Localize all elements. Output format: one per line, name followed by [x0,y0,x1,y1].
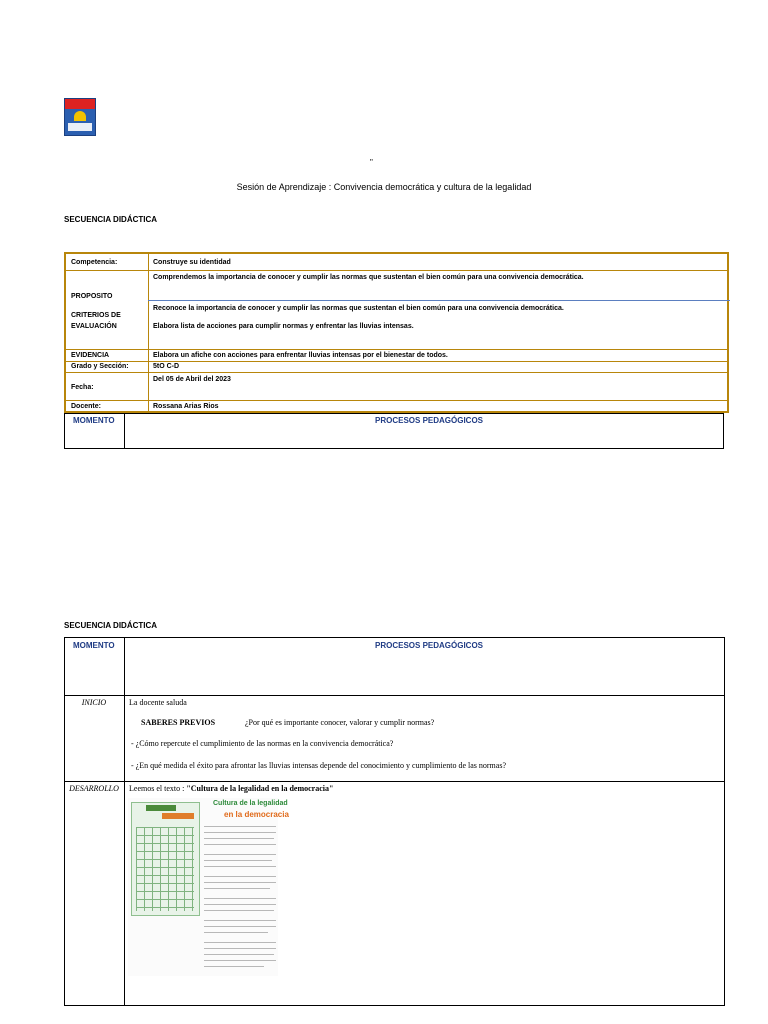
grado-value: 5tO C-D [153,363,180,370]
competencia-value: Construye su identidad [153,259,231,266]
criterio-2: Elabora lista de acciones para cumplir normas y enfrentar las lluvias intensas. [153,323,414,330]
text-line [204,838,274,839]
proposito-label: PROPOSITO [71,293,113,300]
info-row-divider [66,372,727,373]
leemos-text [129,784,333,793]
desarrollo-label: DESARROLLO [69,784,119,793]
text-line [204,920,276,921]
text-line [204,904,276,905]
text-line [204,882,276,883]
document-title: Sesión de Aprendizaje : Convivencia democrática y cultura de la legalidad [236,182,532,192]
info-column-divider [148,254,149,411]
text-line [204,966,264,967]
thumb-title-1: Cultura de la legalidad [213,800,288,807]
worksheet-image [131,802,200,916]
question-3: - ¿En qué medida el éxito para afrontar las lluvias intensas depende del conocimiento y cumplimiento de las normas? [131,761,506,770]
text-line [204,954,274,955]
text-line [204,832,276,833]
text-line [204,942,276,943]
text-line [204,826,276,827]
fecha-value: Del 05 de Abril del 2023 [153,376,231,383]
text-line [204,898,276,899]
text-line [204,876,276,877]
momento-header: MOMENTO [73,641,115,650]
text-line [204,854,276,855]
question-2: - ¿Cómo repercute el cumplimiento de las normas en la convivencia democrática? [131,739,394,748]
text-line [204,932,268,933]
evidencia-label: EVIDENCIA [71,352,110,359]
section-heading-1: SECUENCIA DIDÁCTICA [64,215,158,224]
column-divider [124,638,125,1005]
info-row-divider [66,349,727,350]
session-info-table [64,252,729,413]
worksheet-tag-orange [162,813,194,819]
text-line [204,866,276,867]
text-line [204,910,274,911]
logo-flag-band [65,99,95,109]
criterio-1: Reconoce la importancia de conocer y cumplir las normas que sustentan el bien común para una convivencia democrática. [153,305,564,312]
thumb-title-2: en la democracia [224,810,289,819]
info-row-divider [66,400,727,401]
section-heading-2: SECUENCIA DIDÁCTICA [64,621,158,630]
inicio-greeting: La docente saluda [129,698,187,707]
text-line [204,860,272,861]
school-logo [64,98,96,136]
quote-mark: " [370,158,373,167]
evidencia-value: Elabora un afiche con acciones para enfrentar lluvias intensas por el bienestar de todos. [153,352,448,359]
procesos-header: PROCESOS PEDAGÓGICOS [375,416,484,425]
text-line [204,948,276,949]
divider-line [148,300,730,301]
criterios-label-line-2: EVALUACIÓN [71,323,117,330]
row-divider [65,695,724,696]
inicio-label: INICIO [81,698,107,707]
criterios-label-line-1: CRITERIOS DE [71,312,121,319]
momento-header: MOMENTO [73,416,115,425]
docente-value: Rossana Arias Rios [153,403,219,410]
row-divider [65,781,724,782]
saberes-previos-label: SABERES PREVIOS [141,718,216,727]
reading-thumbnail [128,798,289,976]
info-row-divider [66,270,727,271]
fecha-label: Fecha: [71,384,94,391]
logo-base [68,123,92,131]
leemos-title: "Cultura de la legalidad en la democracia" [186,784,334,793]
leemos-prefix: Leemos el texto : [129,784,187,793]
text-line [204,888,270,889]
competencia-label: Competencia: [71,259,118,266]
logo-emblem-icon [74,111,86,121]
text-line [204,844,276,845]
worksheet-tag [146,805,176,811]
proposito-value: Comprendemos la importancia de conocer y cumplir las normas que sustentan el bien común para una convivencia democrática. [153,274,584,281]
worksheet-grid [136,827,194,911]
column-divider [124,414,125,448]
info-row-divider [66,361,727,362]
momento-table-1 [64,413,724,449]
docente-label: Docente: [71,403,101,410]
procesos-header: PROCESOS PEDAGÓGICOS [375,641,484,650]
text-line [204,926,276,927]
grado-label: Grado y Sección: [71,363,129,370]
text-line [204,960,276,961]
saberes-question: ¿Por qué es importante conocer, valorar y cumplir normas? [245,718,435,727]
